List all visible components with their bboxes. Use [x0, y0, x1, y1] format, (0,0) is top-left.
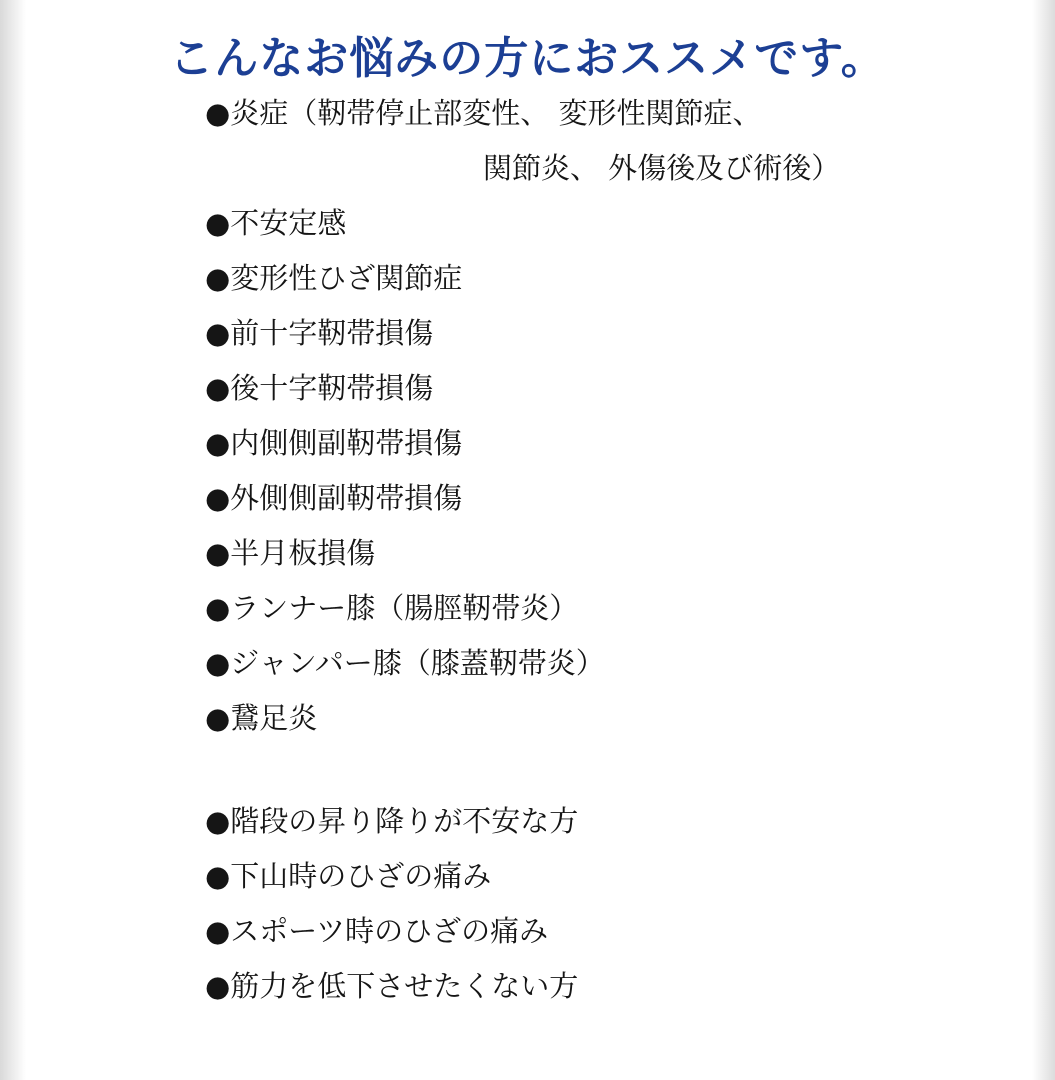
list-separator	[0, 759, 1055, 807]
list-item: ●前十字靭帯損傷	[205, 315, 434, 350]
list-item: ●外側側副靭帯損傷	[205, 480, 463, 515]
list-item: ●後十字靭帯損傷	[205, 370, 434, 405]
list-item: ●変形性ひざ関節症	[205, 260, 463, 295]
list-item: ●スポーツ時のひざの痛み	[205, 913, 549, 948]
list-item: ●内側側副靭帯損傷	[205, 425, 463, 460]
list-item: ●ジャンパー膝（膝蓋靭帯炎）	[205, 645, 605, 680]
page-title: こんなお悩みの方におススメです。	[169, 33, 886, 84]
list-item: ●不安定感	[205, 205, 347, 240]
list-item: ●半月板損傷	[205, 535, 376, 570]
list-item: ●筋力を低下させたくない方	[205, 968, 579, 1003]
conditions-list	[0, 95, 1055, 735]
list-item: ●下山時のひざの痛み	[205, 858, 492, 893]
list-item: ●鵞足炎	[205, 700, 318, 735]
situations-list	[0, 803, 1055, 1003]
list-item: ●階段の昇り降りが不安な方	[205, 803, 579, 838]
list-item: ●炎症（靭帯停止部変性、 変形性関節症、	[205, 95, 762, 130]
list-item-continuation: 関節炎、 外傷後及び術後）	[483, 150, 841, 185]
list-item: ●ランナー膝（腸脛靭帯炎）	[205, 590, 579, 625]
